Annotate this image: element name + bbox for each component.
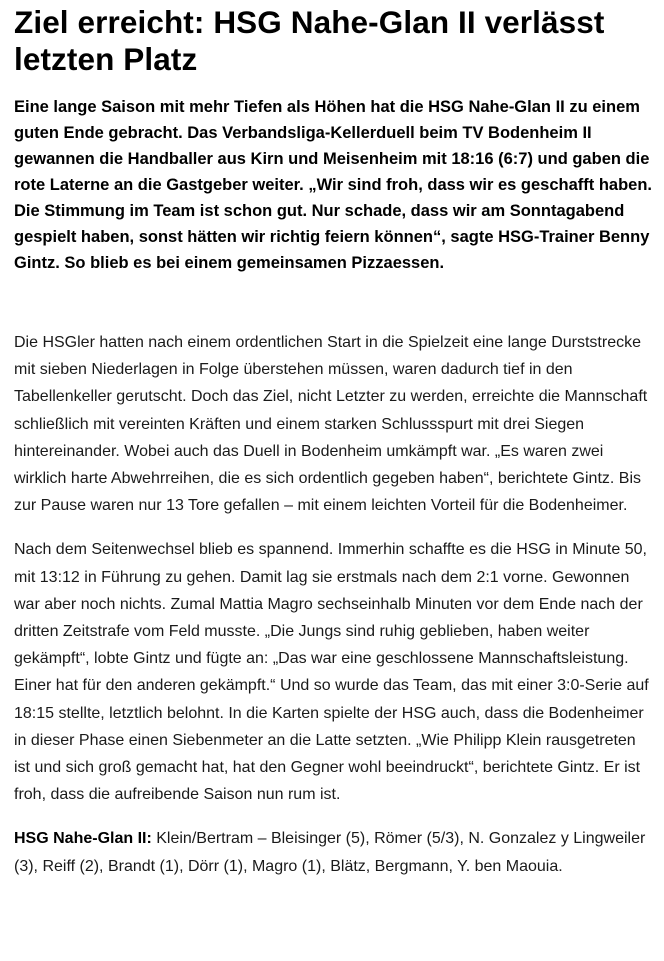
article-headline: Ziel erreicht: HSG Nahe-Glan II verlässt letzten Platz (14, 4, 605, 77)
lineup-players: Klein/Bertram – Bleisinger (5), Römer (5/3), N. Gonzalez y Lingweiler (3), Reiff (2), Brandt (1), Dörr (1), Magro (1), Blätz, Bergmann, Y. ben Maouia. (14, 830, 646, 875)
lineup-team-label: HSG Nahe-Glan II: (14, 830, 152, 848)
article-paragraph-1: Die HSGler hatten nach einem ordentlichen Start in die Spielzeit eine lange Durststrecke mit sieben Niederlagen in Folge überstehen müssen, waren dadurch tief in den Tabellenkeller gerutscht. Doch das Ziel, nicht Letzter zu werden, erreichte die Mannschaft schließlich mit vereinten Kräften und einem starken Schlussspurt mit drei Siegen hintereinander. Wobei auch das Duell in Bodenheim umkämpft war. „Es waren zwei wirklich harte Abwehrreihen, die es sich ordentlich gegeben haben“, berichtete Gintz. Bis zur Pause waren nur 13 Tore gefallen – mit einem leichten Vorteil für die Bodenheimer. (14, 334, 648, 515)
article-paragraph-2: Nach dem Seitenwechsel blieb es spannend. Immerhin schaffte es die HSG in Minute 50, mit 13:12 in Führung zu gehen. Damit lag sie erstmals nach dem 2:1 vorne. Gewonnen war aber noch nichts. Zumal Mattia Magro sechseinhalb Minuten vor dem Ende nach der dritten Zeitstrafe vom Feld musste. „Die Jungs sind ruhig geblieben, haben weiter gekämpft“, lobte Gintz und fügte an: „Das war eine geschlossene Mannschaftsleistung. Einer hat für den anderen gekämpft.“ Und so wurde das Team, das mit einer 3:0-Serie auf 18:15 stellte, letztlich belohnt. In die Karten spielte der HSG auch, dass die Bodenheimer in dieser Phase einen Siebenmeter an die Latte setzten. „Wie Philipp Klein rausgetreten ist und sich groß gemacht hat, hat den Gegner wohl beeindruckt“, berichtete Gintz. Er ist froh, dass die aufreibende Saison nun rum ist. (14, 541, 649, 804)
article-lead: Eine lange Saison mit mehr Tiefen als Höhen hat die HSG Nahe-Glan II zu einem guten Ende gebracht. Das Verbandsliga-Kellerduell beim TV Bodenheim II gewannen die Handballer aus Kirn und Meisenheim mit 18:16 (6:7) und gaben die rote Laterne an die Gastgeber weiter. „Wir sind froh, dass wir es geschafft haben. Die Stimmung im Team ist schon gut. Nur schade, dass wir am Sonntagabend gespielt haben, sonst hätten wir richtig feiern können“, sagte HSG-Trainer Benny Gintz. So blieb es bei einem gemeinsamen Pizzaessen. (14, 98, 653, 272)
lineup-paragraph (14, 825, 654, 879)
